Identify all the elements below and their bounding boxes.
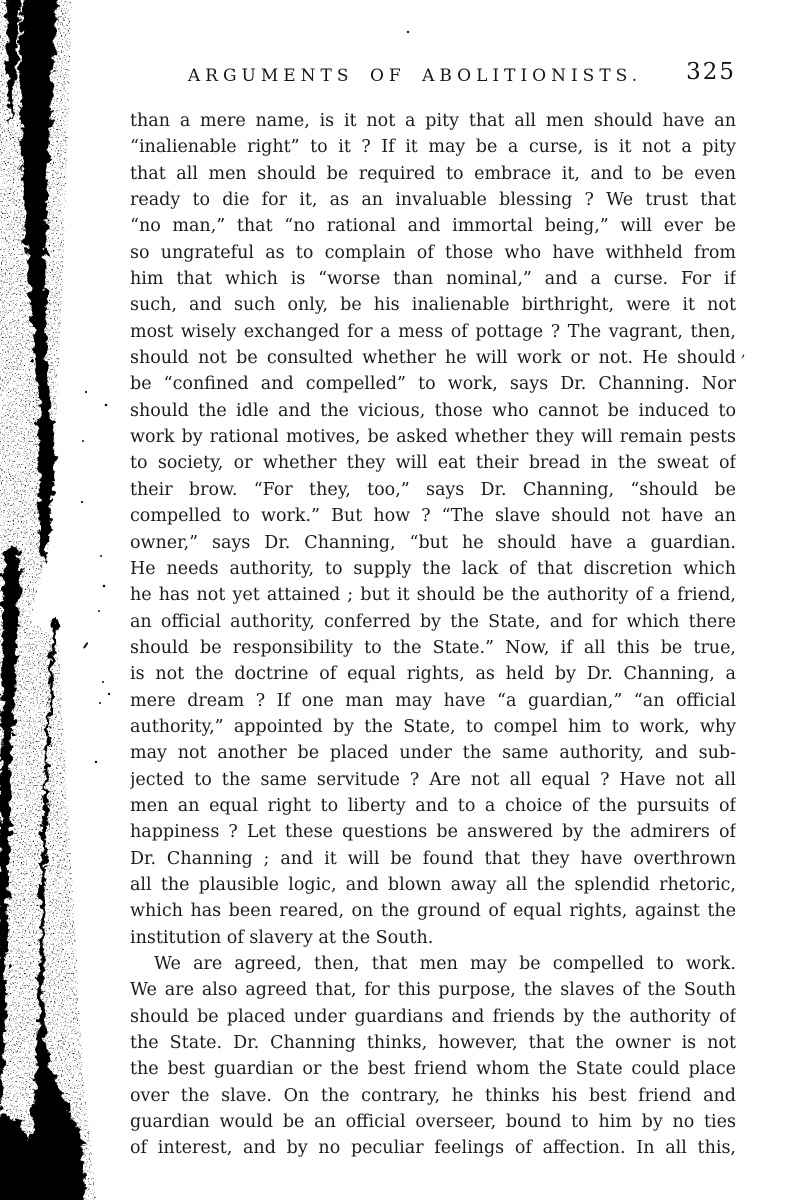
body-text (130, 108, 736, 1162)
text-line: be “confined and compelled” to work, says Dr. Channing. Nor (130, 374, 736, 395)
text-line: most wisely exchanged for a mess of pottage ? The vagrant, then, (130, 321, 736, 342)
text-line: all the plausible logic, and blown away all the splendid rhetoric, (130, 874, 736, 895)
text-line: guardian would be an official overseer, bound to him by no ties (130, 1112, 736, 1133)
text-line: so ungrateful as to complain of those who have withheld from (130, 242, 736, 263)
text-line: “no man,” that “no rational and immortal being,” will ever be (130, 216, 736, 237)
text-line: compelled to work.” But how ? “The slave should not have an (130, 506, 736, 527)
text-line: happiness ? Let these questions be answered by the admirers of (130, 822, 736, 843)
text-line: the best guardian or the best friend whom the State could place (130, 1059, 736, 1080)
text-line: than a mere name, is it not a pity that all men should have an (130, 111, 736, 131)
text-line: Dr. Channing ; and it will be found that they have overthrown (130, 848, 736, 869)
text-line: should not be consulted whether he will work or not. He should (130, 348, 736, 369)
text-line: should be placed under guardians and friends by the authority of (130, 1006, 736, 1027)
text-line: mere dream ? If one man may have “a guardian,” “an official (130, 690, 736, 711)
text-line: may not another be placed under the same authority, and sub- (130, 743, 736, 764)
text-line: authority,” appointed by the State, to compel him to work, why (130, 716, 736, 737)
text-line: men an equal right to liberty and to a choice of the pursuits of (130, 795, 736, 816)
text-line: of interest, and by no peculiar feelings of affection. In all this, (130, 1138, 736, 1159)
text-line: ready to die for it, as an invaluable blessing ? We trust that (130, 190, 736, 211)
text-line: the State. Dr. Channing thinks, however, that the owner is not (130, 1033, 736, 1054)
page-header (130, 58, 736, 94)
text-line: him that which is “worse than nominal,” and a curse. For if (130, 269, 736, 290)
text-line: jected to the same servitude ? Are not all equal ? Have not all (130, 769, 736, 790)
text-line: over the slave. On the contrary, he thinks his best friend and (130, 1085, 736, 1106)
text-line: an official authority, conferred by the State, and for which there (130, 611, 736, 632)
text-line: should the idle and the vicious, those who cannot be induced to (130, 400, 736, 421)
text-line: which has been reared, on the ground of equal rights, against the (130, 901, 736, 922)
text-line: such, and such only, be his inalienable birthright, were it not (130, 295, 736, 316)
text-line: We are also agreed that, for this purpose, the slaves of the South (130, 980, 736, 1001)
text-line: owner,” says Dr. Channing, “but he should have a guardian. (130, 532, 736, 553)
text-line: he has not yet attained ; but it should be the authority of a friend, (130, 585, 736, 606)
text-line: should be responsibility to the State.” Now, if all this be true, (130, 637, 736, 658)
text-line: He needs authority, to supply the lack of that discretion which (130, 558, 736, 579)
page-number: 325 (686, 59, 736, 85)
text-line: their brow. “For they, too,” says Dr. Channing, “should be (130, 479, 736, 500)
text-line: work by rational motives, be asked whether they will remain pests (130, 427, 736, 448)
text-line: institution of slavery at the South. (130, 927, 434, 948)
svg-text:,: , (741, 342, 746, 360)
text-line: “inalienable right” to it ? If it may be a curse, is it not a pity (130, 137, 736, 158)
text-line: We are agreed, then, that men may be compelled to work. (154, 954, 736, 974)
text-line: to society, or whether they will eat their bread in the sweat of (130, 453, 736, 474)
text-line: that all men should be required to embrace it, and to be even (130, 163, 736, 184)
running-title: ARGUMENTS OF ABOLITIONISTS. (187, 66, 643, 86)
text-line: is not the doctrine of equal rights, as held by Dr. Channing, a (130, 664, 736, 685)
